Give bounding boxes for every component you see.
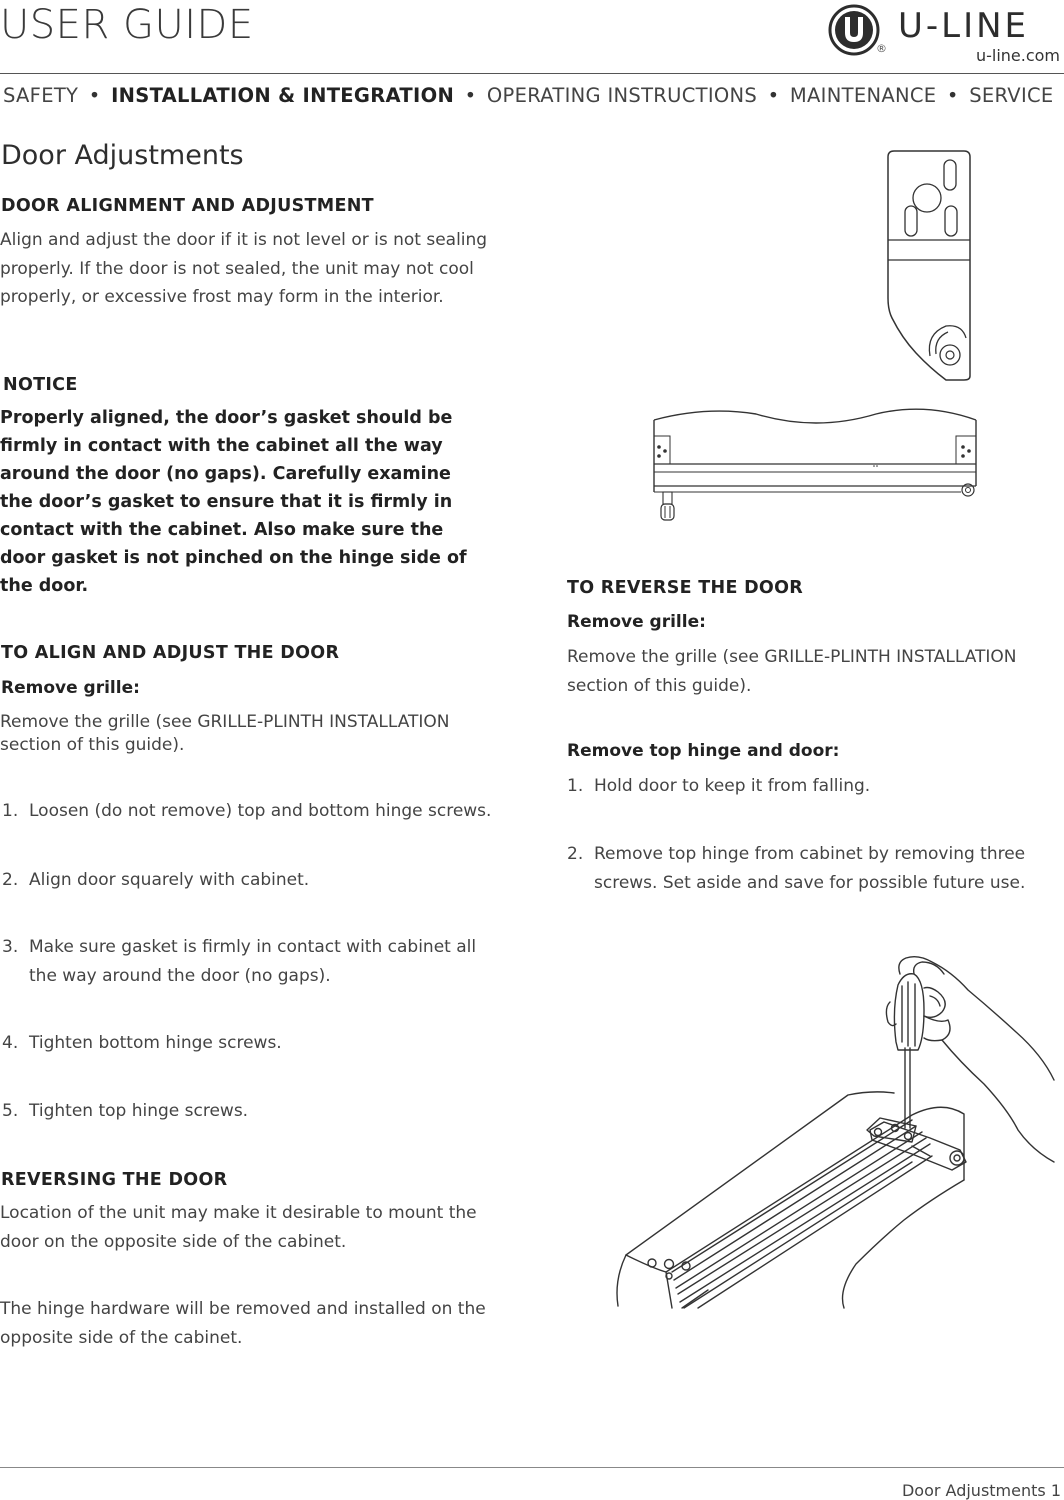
align-step	[2, 866, 502, 895]
step-text: screws. Set aside and save for possible future use.	[594, 872, 1026, 893]
step-text: the way around the door (no gaps).	[29, 965, 331, 986]
text-line: door on the opposite side of the cabinet.	[0, 1231, 347, 1252]
text-line: section of this guide).	[0, 735, 185, 755]
step-number: 5.	[2, 1101, 19, 1121]
remove-grille-heading: Remove grille:	[1, 678, 140, 698]
step-number: 4.	[2, 1033, 19, 1053]
text-line: properly, or excessive frost may form in the interior.	[0, 287, 444, 307]
reverse-door-heading: TO REVERSE THE DOOR	[567, 578, 804, 598]
notice-body	[0, 404, 500, 600]
text-line: contact with the cabinet. Also make sure the	[0, 520, 444, 540]
section-nav	[3, 84, 1054, 107]
step-text: Make sure gasket is firmly in contact with cabinet all	[29, 937, 477, 957]
text-line: section of this guide).	[567, 675, 752, 696]
document-title: USER GUIDE	[0, 2, 254, 48]
nav-separator: •	[767, 84, 780, 107]
text-line: Properly aligned, the door’s gasket should be	[0, 408, 453, 428]
step-number: 1.	[2, 801, 19, 821]
hinge-bracket-illustration	[880, 148, 976, 384]
align-step	[2, 797, 502, 826]
alignment-intro	[0, 226, 500, 312]
step-text: Hold door to keep it from falling.	[594, 776, 871, 796]
step-text: Tighten bottom hinge screws.	[29, 1033, 282, 1053]
footer-divider	[0, 1467, 1064, 1468]
reversing-text	[0, 1295, 500, 1352]
remove-hinge-heading: Remove top hinge and door:	[567, 741, 840, 761]
align-step	[2, 933, 502, 990]
reverse-step	[567, 840, 1057, 897]
step-text: Tighten top hinge screws.	[29, 1101, 249, 1121]
reversing-heading: REVERSING THE DOOR	[1, 1170, 228, 1190]
align-adjust-heading: TO ALIGN AND ADJUST THE DOOR	[1, 643, 340, 663]
text-line: firmly in contact with the cabinet all the way	[0, 436, 443, 456]
text-line: the door.	[0, 576, 89, 596]
reversing-text	[0, 1199, 500, 1256]
text-line: opposite side of the cabinet.	[0, 1327, 243, 1348]
text-line: around the door (no gaps). Carefully examine	[0, 464, 451, 484]
door-top-view-illustration	[646, 392, 982, 526]
text-line: the door’s gasket to ensure that it is firmly in	[0, 492, 453, 512]
brand-url[interactable]: u-line.com	[975, 46, 1060, 65]
registered-mark: ®	[876, 42, 887, 55]
nav-separator: •	[464, 84, 477, 107]
step-number: 1.	[567, 776, 584, 796]
header-divider	[0, 73, 1064, 74]
remove-grille-text	[567, 643, 1057, 700]
remove-grille-text	[0, 711, 500, 757]
text-line: properly. If the door is not sealed, the unit may not cool	[0, 258, 474, 279]
text-line: Remove the grille (see GRILLE-PLINTH INSTALLATION	[567, 647, 1017, 667]
reverse-step	[567, 772, 1057, 801]
step-text: Remove top hinge from cabinet by removing three	[594, 844, 1026, 864]
alignment-heading: DOOR ALIGNMENT AND ADJUSTMENT	[1, 196, 374, 216]
remove-grille-heading: Remove grille:	[567, 612, 706, 632]
nav-item-service[interactable]: SERVICE	[969, 84, 1054, 107]
u-line-emblem-icon	[828, 4, 880, 56]
text-line: Align and adjust the door if it is not level or is not sealing	[0, 230, 488, 250]
screwdriver-hinge-illustration	[612, 950, 1058, 1310]
step-text: Loosen (do not remove) top and bottom hinge screws.	[29, 801, 492, 821]
step-text: Align door squarely with cabinet.	[29, 870, 310, 890]
nav-item-operating[interactable]: OPERATING INSTRUCTIONS	[486, 84, 758, 107]
notice-heading: NOTICE	[3, 375, 78, 395]
nav-separator: •	[946, 84, 959, 107]
align-step	[2, 1097, 502, 1126]
align-step	[2, 1029, 502, 1058]
nav-item-maintenance[interactable]: MAINTENANCE	[789, 84, 937, 107]
nav-separator: •	[88, 84, 101, 107]
text-line: The hinge hardware will be removed and installed on the	[0, 1299, 486, 1319]
step-number: 2.	[567, 844, 584, 864]
nav-item-installation[interactable]: INSTALLATION & INTEGRATION	[111, 84, 455, 107]
nav-item-safety[interactable]: SAFETY	[3, 84, 79, 107]
page-footer-label: Door Adjustments 1	[901, 1481, 1061, 1500]
step-number: 2.	[2, 870, 19, 890]
text-line: Remove the grille (see GRILLE-PLINTH INSTALLATION	[0, 712, 450, 732]
page-title: Door Adjustments	[1, 140, 244, 171]
text-line: door gasket is not pinched on the hinge side of	[0, 548, 467, 568]
brand-logo[interactable]	[828, 4, 1060, 66]
step-number: 3.	[2, 937, 19, 957]
text-line: Location of the unit may make it desirable to mount the	[0, 1203, 477, 1223]
brand-wordmark: U-LINE	[898, 6, 1030, 46]
